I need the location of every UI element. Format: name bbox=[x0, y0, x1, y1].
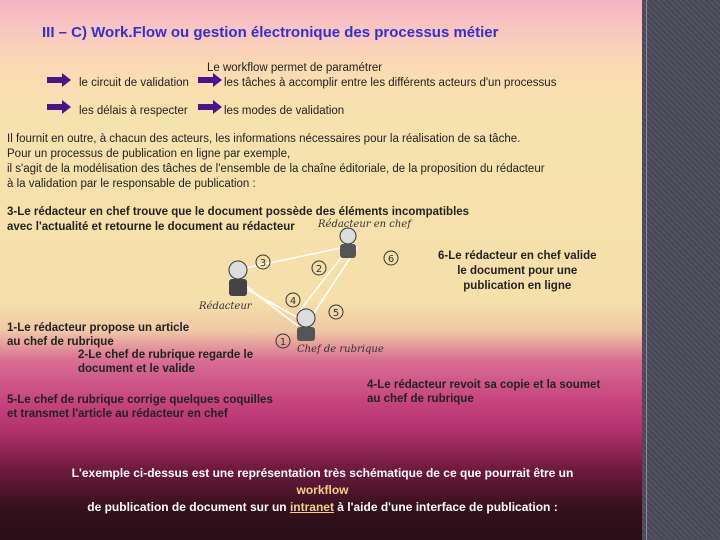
paragraph-line: il s'agit de la modélisation des tâches de l'ensemble de la chaîne éditoriale, de la proposition du rédacteur bbox=[7, 163, 545, 175]
left-item-circuit: le circuit de validation bbox=[79, 77, 189, 89]
step-4-line: au chef de rubrique bbox=[367, 393, 474, 405]
paragraph-line: Il fournit en outre, à chacun des acteurs, les informations nécessaires pour la réalisation de sa tâche. bbox=[7, 133, 521, 145]
number-6: 6 bbox=[387, 254, 395, 265]
step-3-line: 3-Le rédacteur en chef trouve que le document possède des éléments incompatibles bbox=[7, 206, 470, 218]
step-3-line: avec l'actualité et retourne le document au rédacteur bbox=[7, 221, 295, 233]
arrow-right-icon bbox=[198, 73, 222, 87]
step-5-line: et transmet l'article au rédacteur en chef bbox=[7, 408, 228, 420]
number-1: 1 bbox=[279, 337, 287, 348]
chief-figure bbox=[340, 228, 356, 258]
step-1-line: 1-Le rédacteur propose un article bbox=[7, 322, 190, 334]
intranet-link[interactable]: intranet bbox=[289, 500, 334, 514]
number-5: 5 bbox=[332, 308, 340, 319]
writer-figure bbox=[229, 261, 247, 296]
step-6-line: 6-Le rédacteur en chef valide bbox=[438, 250, 597, 262]
step-2-line: document et le valide bbox=[78, 363, 195, 372]
arrow-right-icon bbox=[198, 100, 222, 114]
bottom-line-2: workflow bbox=[296, 483, 349, 497]
bottom-note bbox=[0, 465, 645, 516]
step-4 bbox=[367, 378, 600, 406]
arrow-right-icon bbox=[47, 73, 71, 87]
step-5 bbox=[7, 393, 273, 421]
description-paragraph bbox=[7, 132, 545, 192]
step-1-line: au chef de rubrique bbox=[7, 336, 114, 348]
bottom-line-3 bbox=[0, 499, 645, 516]
right-item-modes: les modes de validation bbox=[224, 105, 345, 117]
number-3: 3 bbox=[259, 258, 267, 269]
step-5-line: 5-Le chef de rubrique corrige quelques coquilles bbox=[7, 394, 273, 406]
bottom-text: à l'aide d'une interface de publication : bbox=[333, 500, 558, 514]
label-writer: Rédacteur bbox=[199, 301, 252, 312]
arrow-right-icon bbox=[47, 100, 71, 114]
paragraph-line: Pour un processus de publication en ligne par exemple, bbox=[7, 148, 291, 160]
step-4-line: 4-Le rédacteur revoit sa copie et la soumet bbox=[367, 379, 601, 391]
step-6-line: le document pour une bbox=[457, 265, 578, 277]
step-1 bbox=[7, 321, 189, 349]
number-4: 4 bbox=[289, 296, 297, 307]
step-6-line: publication en ligne bbox=[463, 280, 572, 292]
bottom-text: de publication de document sur un bbox=[87, 500, 290, 514]
step-2-line: 2-Le chef de rubrique regarde le bbox=[78, 349, 254, 361]
side-panel bbox=[642, 0, 720, 540]
side-divider bbox=[646, 0, 647, 540]
label-chief: Rédacteur en chef bbox=[318, 219, 411, 230]
left-item-delais: les délais à respecter bbox=[79, 105, 188, 117]
number-2: 2 bbox=[315, 264, 323, 275]
workflow-diagram bbox=[190, 218, 420, 360]
step-6 bbox=[438, 249, 597, 294]
page-title: III – C) Work.Flow ou gestion électronique des processus métier bbox=[42, 24, 499, 41]
bottom-line-1: L'exemple ci-dessus est une représentation très schématique de ce que pourrait être un bbox=[71, 466, 574, 480]
right-item-taches: les tâches à accomplir entre les différents acteurs d'un processus bbox=[224, 77, 557, 89]
paragraph-line: à la validation par le responsable de publication : bbox=[7, 178, 256, 190]
workflow-heading: Le workflow permet de paramétrer bbox=[207, 62, 383, 74]
label-section: Chef de rubrique bbox=[297, 344, 384, 355]
section-figure bbox=[297, 309, 315, 341]
